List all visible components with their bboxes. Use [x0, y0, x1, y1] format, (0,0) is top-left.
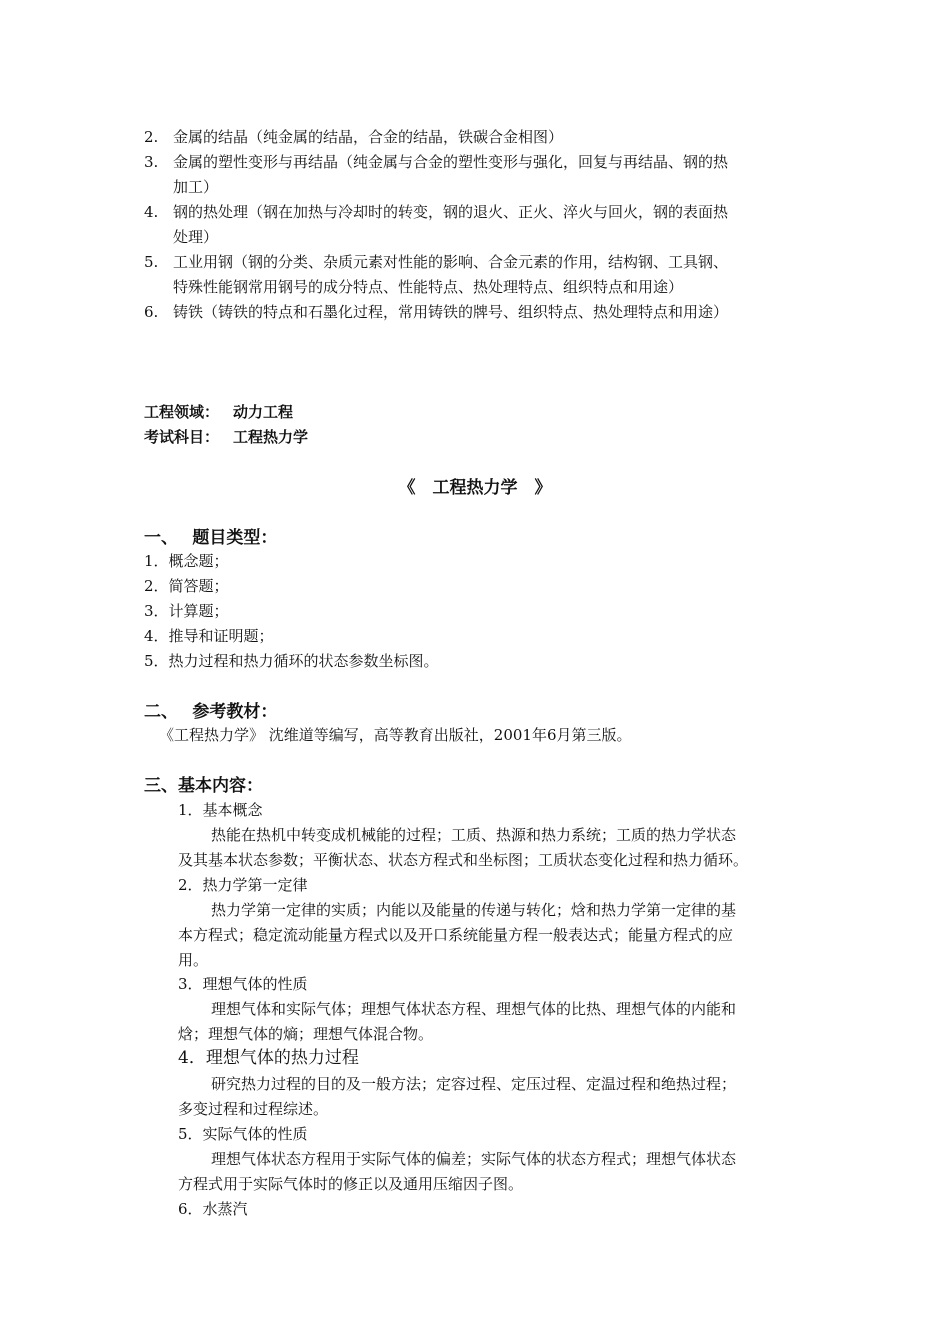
subject-label: 考试科目： — [144, 428, 220, 446]
section-heading: 一、 题目类型： — [144, 528, 278, 548]
field-value: 动力工程 — [233, 403, 294, 421]
topic-body-line: 热力学第一定律的实质；内能以及能量的传递与转化；焓和热力学第一定律的基 — [211, 901, 737, 919]
subject-line — [144, 427, 308, 447]
list-number: 6. — [144, 303, 159, 321]
reference-text: 《工程热力学》 沈维道等编写，高等教育出版社，2001年6月第三版。 — [159, 726, 632, 744]
list-item — [144, 202, 728, 222]
list-number: 4. — [144, 203, 159, 221]
topic-body-line: 焓；理想气体的熵；理想气体混合物。 — [178, 1025, 434, 1043]
topic-title: 6．水蒸汽 — [178, 1200, 248, 1218]
topic-body-line: 用。 — [178, 951, 209, 969]
list-text: 工业用钢（钢的分类、杂质元素对性能的影响、合金元素的作用，结构钢、工具钢、 — [173, 253, 729, 271]
topic-body-line: 热能在热机中转变成机械能的过程；工质、热源和热力系统；工质的热力学状态 — [211, 826, 737, 844]
topic-body-line: 及其基本状态参数；平衡状态、状态方程式和坐标图；工质状态变化过程和热力循环。 — [178, 851, 749, 869]
list-item — [144, 127, 563, 147]
list-item — [144, 152, 728, 172]
list-text-continuation: 加工） — [173, 178, 219, 196]
list-item — [144, 302, 728, 322]
field-label: 工程领域： — [144, 403, 220, 421]
topic-body-line: 理想气体和实际气体；理想气体状态方程、理想气体的比热、理想气体的内能和 — [211, 1000, 737, 1018]
field-line — [144, 402, 293, 422]
topic-body-line: 多变过程和过程综述。 — [178, 1100, 329, 1118]
topic-title: 3．理想气体的性质 — [178, 975, 308, 993]
topic-body-line: 本方程式；稳定流动能量方程式以及开口系统能量方程一般表达式；能量方程式的应 — [178, 926, 734, 944]
section-heading: 三、基本内容： — [144, 776, 263, 796]
list-number: 5. — [144, 253, 159, 271]
list-item: 3．计算题； — [144, 602, 229, 620]
list-text-continuation: 特殊性能钢常用钢号的成分特点、性能特点、热处理特点、组织特点和用途） — [173, 278, 684, 296]
topic-title: 2．热力学第一定律 — [178, 876, 308, 894]
list-text: 金属的结晶（纯金属的结晶，合金的结晶，铁碳合金相图） — [173, 128, 564, 146]
topic-body-line: 研究热力过程的目的及一般方法；定容过程、定压过程、定温过程和绝热过程； — [211, 1075, 737, 1093]
subject-value: 工程热力学 — [233, 428, 309, 446]
topic-body-line: 理想气体状态方程用于实际气体的偏差；实际气体的状态方程式；理想气体状态 — [211, 1150, 737, 1168]
topic-title: 5．实际气体的性质 — [178, 1125, 308, 1143]
list-number: 2. — [144, 128, 159, 146]
section-heading: 二、 参考教材： — [144, 702, 278, 722]
document-title: 《 工程热力学 》 — [398, 478, 552, 498]
list-text: 钢的热处理（钢在加热与冷却时的转变，钢的退火、正火、淬火与回火，钢的表面热 — [173, 203, 729, 221]
topic-title: 4．理想气体的热力过程 — [178, 1048, 359, 1068]
topic-body-line: 方程式用于实际气体时的修正以及通用压缩因子图。 — [178, 1175, 524, 1193]
list-item: 1．概念题； — [144, 552, 229, 570]
list-item: 4．推导和证明题； — [144, 627, 274, 645]
list-item: 2．简答题； — [144, 577, 229, 595]
list-number: 3. — [144, 153, 159, 171]
topic-title: 1．基本概念 — [178, 801, 263, 819]
list-item — [144, 252, 728, 272]
list-item: 5．热力过程和热力循环的状态参数坐标图。 — [144, 652, 439, 670]
list-text-continuation: 处理） — [173, 228, 219, 246]
list-text: 铸铁（铸铁的特点和石墨化过程，常用铸铁的牌号、组织特点、热处理特点和用途） — [173, 303, 729, 321]
list-text: 金属的塑性变形与再结晶（纯金属与合金的塑性变形与强化，回复与再结晶、钢的热 — [173, 153, 729, 171]
